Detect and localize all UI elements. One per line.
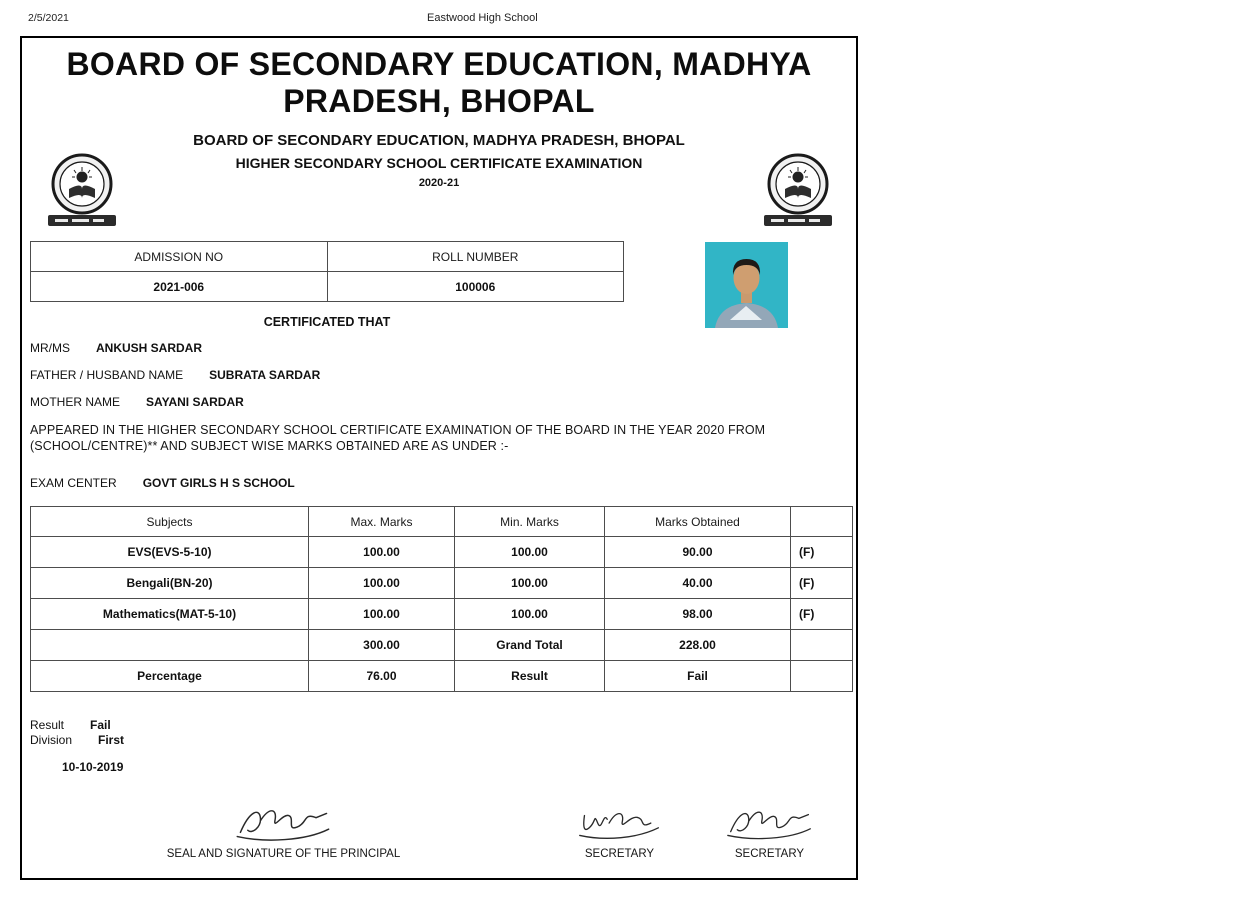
print-header-date: 2/5/2021 bbox=[28, 12, 69, 24]
print-header-title: Eastwood High School bbox=[427, 12, 538, 24]
min-marks-cell: 100.00 bbox=[455, 537, 605, 568]
max-marks-cell: 100.00 bbox=[309, 599, 455, 630]
result-value-cell: Fail bbox=[605, 661, 791, 692]
board-subtitle: BOARD OF SECONDARY EDUCATION, MADHYA PRADESH, BHOPAL bbox=[193, 132, 685, 149]
principal-signature-icon bbox=[234, 804, 334, 846]
secretary-signature-block-2 bbox=[707, 804, 832, 860]
max-marks-cell: 100.00 bbox=[309, 568, 455, 599]
mother-name-value: SAYANI SARDAR bbox=[146, 395, 244, 409]
total-max-marks-cell: 300.00 bbox=[309, 630, 455, 661]
secretary-signature-label: SECRETARY bbox=[584, 848, 655, 860]
secretary-signature-block-1 bbox=[557, 804, 682, 860]
max-marks-cell: 100.00 bbox=[309, 537, 455, 568]
percentage-label-cell: Percentage bbox=[31, 661, 309, 692]
empty-cell bbox=[31, 630, 309, 661]
percentage-value-cell: 76.00 bbox=[309, 661, 455, 692]
exam-title: HIGHER SECONDARY SCHOOL CERTIFICATE EXAMINATION bbox=[235, 155, 643, 171]
certificate-document bbox=[20, 36, 858, 880]
admission-no-value: 2021-006 bbox=[31, 272, 328, 302]
marks-row-evs bbox=[31, 537, 853, 568]
empty-cell bbox=[791, 630, 853, 661]
grand-total-value-cell: 228.00 bbox=[605, 630, 791, 661]
percentage-row bbox=[31, 661, 853, 692]
issue-date: 10-10-2019 bbox=[62, 760, 124, 774]
secretary-signature-icon bbox=[725, 804, 815, 846]
admission-no-header: ADMISSION NO bbox=[31, 242, 328, 272]
flag-cell: (F) bbox=[791, 537, 853, 568]
student-info-block bbox=[30, 341, 856, 409]
exam-center-value: GOVT GIRLS H S SCHOOL bbox=[142, 476, 295, 490]
min-marks-header: Min. Marks bbox=[455, 507, 605, 537]
marks-obtained-cell: 90.00 bbox=[605, 537, 791, 568]
result-row bbox=[30, 718, 856, 733]
marks-obtained-cell: 98.00 bbox=[605, 599, 791, 630]
subjects-header: Subjects bbox=[31, 507, 309, 537]
subject-cell: Bengali(BN-20) bbox=[31, 568, 309, 599]
appeared-statement: APPEARED IN THE HIGHER SECONDARY SCHOOL CERTIFICATE EXAMINATION OF THE BOARD IN THE YEAR 2020 FROM (SCHOOL/CENTRE)** AND SUBJECT WISE MARKS OBTAINED ARE AS UNDER :- bbox=[30, 423, 766, 453]
student-name-label: MR/MS bbox=[30, 341, 70, 355]
empty-cell bbox=[791, 661, 853, 692]
session-year: 2020-21 bbox=[418, 177, 460, 189]
father-name-row bbox=[30, 368, 856, 382]
result-label: Result bbox=[30, 718, 65, 732]
division-label: Division bbox=[30, 733, 73, 747]
admission-table bbox=[30, 241, 624, 302]
student-name-row bbox=[30, 341, 856, 355]
result-division-block bbox=[30, 718, 856, 748]
student-name-value: ANKUSH SARDAR bbox=[96, 341, 203, 355]
mother-name-label: MOTHER NAME bbox=[30, 395, 120, 409]
board-seal-right-icon bbox=[758, 153, 838, 229]
exam-center-label: EXAM CENTER bbox=[30, 476, 117, 490]
certificated-that-label: CERTIFICATED THAT bbox=[263, 315, 391, 329]
flag-header bbox=[791, 507, 853, 537]
roll-number-value: 100006 bbox=[327, 272, 624, 302]
admission-header-row bbox=[31, 242, 624, 272]
grand-total-row bbox=[31, 630, 853, 661]
subject-cell: EVS(EVS-5-10) bbox=[31, 537, 309, 568]
flag-cell: (F) bbox=[791, 568, 853, 599]
division-value: First bbox=[98, 733, 125, 747]
flag-cell: (F) bbox=[791, 599, 853, 630]
result-label-cell: Result bbox=[455, 661, 605, 692]
secretary-signature-label: SECRETARY bbox=[734, 848, 805, 860]
marks-header-row bbox=[31, 507, 853, 537]
max-marks-header: Max. Marks bbox=[309, 507, 455, 537]
subject-cell: Mathematics(MAT-5-10) bbox=[31, 599, 309, 630]
father-name-value: SUBRATA SARDAR bbox=[209, 368, 321, 382]
exam-center-row bbox=[30, 476, 856, 491]
min-marks-cell: 100.00 bbox=[455, 599, 605, 630]
father-name-label: FATHER / HUSBAND NAME bbox=[30, 368, 184, 382]
admission-value-row bbox=[31, 272, 624, 302]
marks-row-bengali bbox=[31, 568, 853, 599]
grand-total-label-cell: Grand Total bbox=[455, 630, 605, 661]
marks-row-mathematics bbox=[31, 599, 853, 630]
mother-name-row bbox=[30, 395, 856, 409]
result-value: Fail bbox=[90, 718, 111, 732]
board-title: BOARD OF SECONDARY EDUCATION, MADHYA PRADESH, BHOPAL bbox=[66, 46, 812, 119]
student-photo bbox=[705, 242, 788, 328]
marks-obtained-header: Marks Obtained bbox=[605, 507, 791, 537]
division-row bbox=[30, 733, 856, 748]
marks-table bbox=[30, 506, 853, 692]
min-marks-cell: 100.00 bbox=[455, 568, 605, 599]
roll-number-header: ROLL NUMBER bbox=[327, 242, 624, 272]
principal-signature-block bbox=[148, 804, 419, 860]
principal-signature-label: SEAL AND SIGNATURE OF THE PRINCIPAL bbox=[166, 848, 401, 860]
secretary-signature-icon bbox=[575, 804, 665, 846]
marks-obtained-cell: 40.00 bbox=[605, 568, 791, 599]
board-seal-left-icon bbox=[42, 153, 122, 229]
